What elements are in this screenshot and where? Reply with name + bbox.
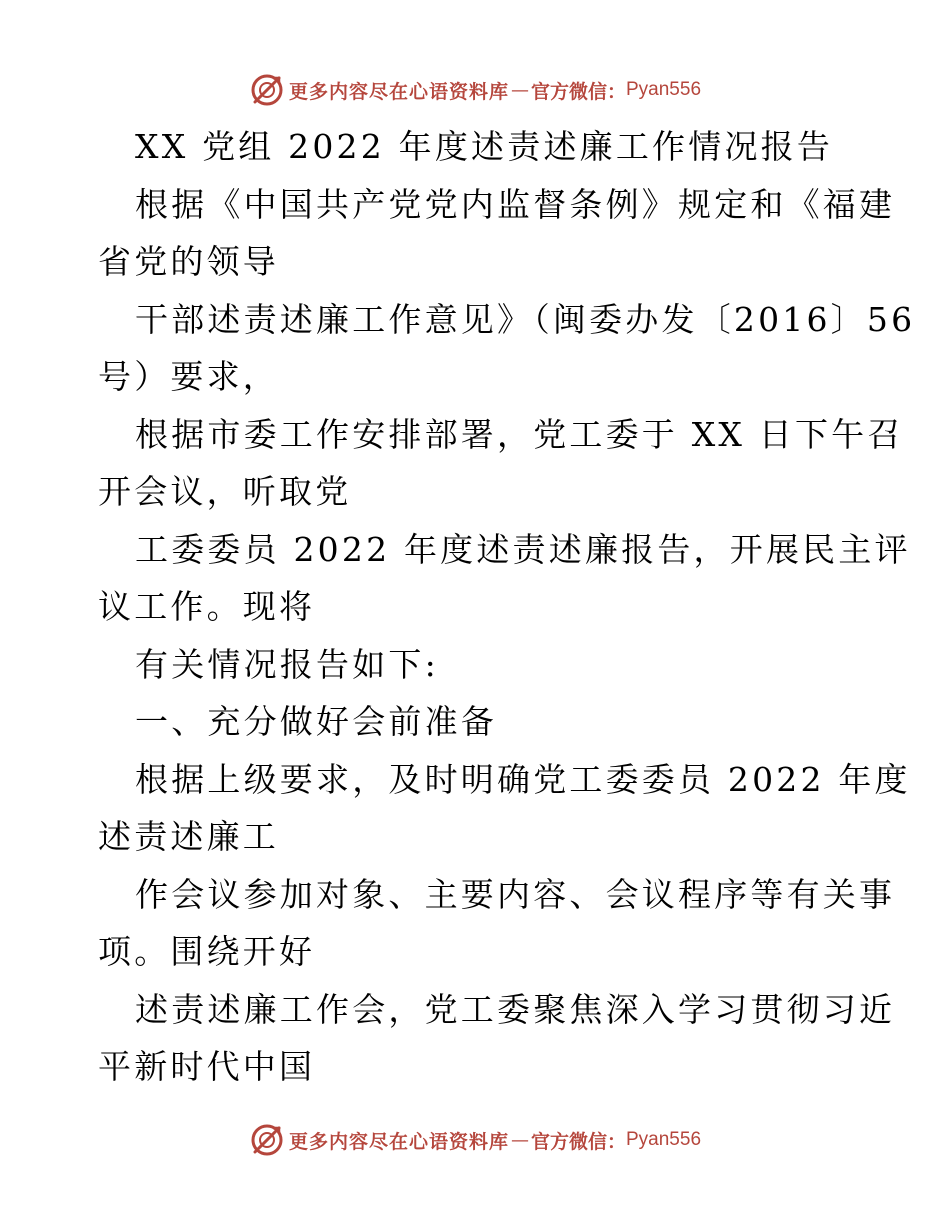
text-line: 根据《中国共产党党内监督条例》规定和《福建 [135,184,896,224]
text-line: 项。围绕开好 [98,932,316,971]
banner-text: 更多内容尽在心语资料库 [288,1130,509,1153]
text-line: 有关情况报告如下: [135,644,439,684]
header-banner [0,70,950,110]
text-line: 根据市委工作安排部署，党工委于 XX 日下午召 [135,414,904,454]
footer-banner [0,1120,950,1160]
text-line: 述责述廉工 [98,817,279,856]
banner-text: 更多内容尽在心语资料库 [288,80,509,103]
logo-icon [249,72,285,108]
text-line: 根据上级要求，及时明确党工委委员 2022 年度 [135,759,911,799]
text-line: 省党的领导 [98,242,279,281]
text-line: 开会议，听取党 [98,472,352,511]
text-line: 号）要求， [98,357,279,396]
text-line: 述责述廉工作会，党工委聚焦深入学习贯彻习近 [135,989,896,1029]
text-line: 议工作。现将 [98,587,316,626]
text-line: XX 党组 2022 年度述责述廉工作情况报告 [135,127,834,166]
banner-wechat-id: Pyan556 [626,1129,702,1150]
banner-dash: — [510,1129,529,1151]
text-line: 平新时代中国 [98,1047,316,1086]
banner-label: 官方微信： [530,1130,626,1153]
text-line: 作会议参加对象、主要内容、会议程序等有关事 [135,874,896,914]
banner-label: 官方微信： [530,80,626,103]
text-line: 一、充分做好会前准备 [135,702,497,741]
banner-wechat-id: Pyan556 [626,79,702,100]
banner-dash: — [510,79,529,101]
text-line: 干部述责述廉工作意见》（闽委办发〔2016〕56 [135,299,916,339]
logo-icon [249,1122,285,1158]
document-body [98,118,916,1096]
text-line: 工委委员 2022 年度述责述廉报告，开展民主评 [135,529,911,569]
